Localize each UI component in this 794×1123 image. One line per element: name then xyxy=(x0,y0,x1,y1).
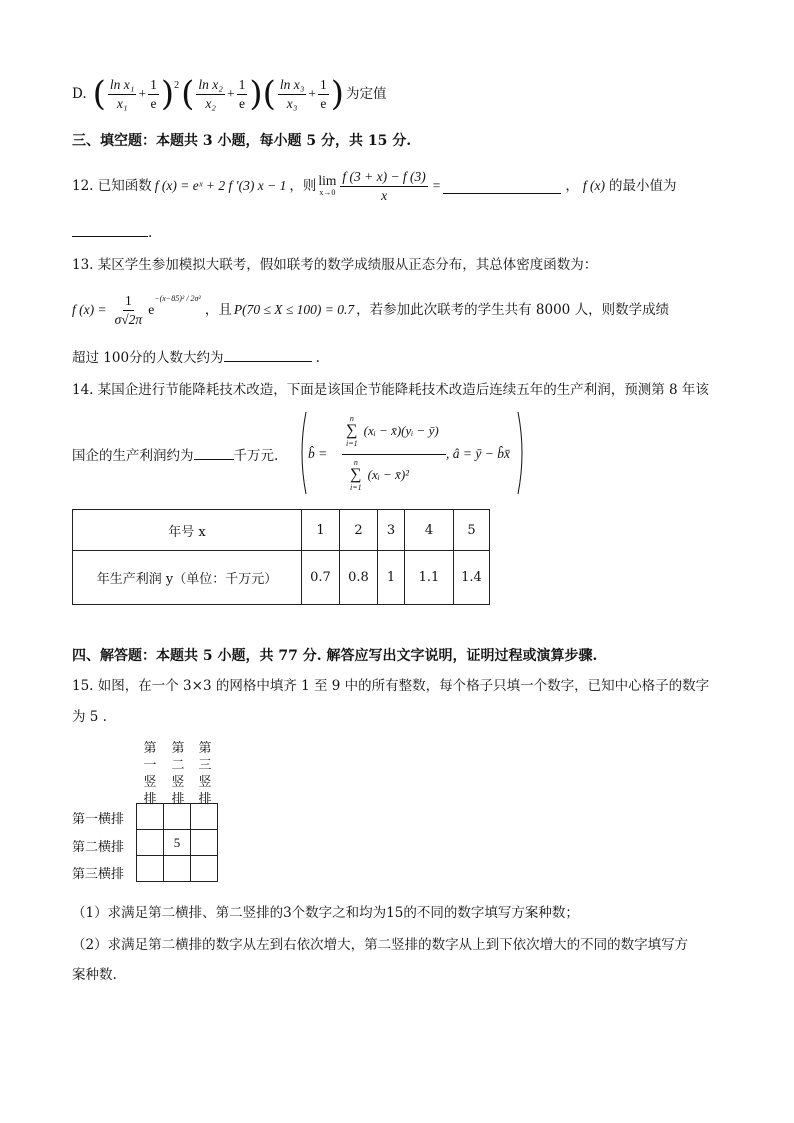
x-value-cell: 2 xyxy=(340,510,378,551)
q12-limit: lim x→0 xyxy=(318,173,337,197)
question-13-line-2: f (x) = $\frac{1}{\sigma√2\pi}$ e −(x−85)² / 2σ² ，且 P(70 ≤ X ≤ 100) = 0.7 ，若参加此次联考的学生共有 8000 人，则数学成绩 xyxy=(72,288,669,332)
denominator-sum: n ∑ i=1 (xᵢ − x̄)² xyxy=(350,458,410,492)
grid-row xyxy=(137,804,218,830)
x-value-cell: 3 xyxy=(378,510,405,551)
q12-answer-blank-2[interactable] xyxy=(72,222,148,237)
q13-density-coefficient: $\frac{1}{\sigma√2\pi}$ xyxy=(114,292,143,327)
table-row xyxy=(73,510,490,551)
section-4-title: 四、解答题：本题共 5 小题，共 77 分. 解答应写出文字说明，证明过程或演算步骤. xyxy=(72,648,598,664)
frac-one-over-e-3: $\frac{1}{e}$ xyxy=(320,76,327,111)
q15-subquestion-1: （1）求满足第二横排、第二竖排的3个数字之和均为15的不同的数字填写方案种数； xyxy=(72,905,579,921)
q14-data-table xyxy=(72,509,490,605)
frac-ln-x1: $\frac{\text{ln x₁}}{\text{x₁}}$ xyxy=(109,76,135,111)
frac-ln-x3: $\frac{\text{ln x₃}}{\text{x₃}}$ xyxy=(279,76,305,111)
table-row xyxy=(73,551,490,605)
square-exponent: 2 xyxy=(174,80,180,91)
q14-answer-blank[interactable] xyxy=(194,445,234,460)
question-14-line-1: 14. 某国企进行节能降耗技术改造，下面是该国企节能降耗技术改造后连续五年的生产利润，预测第 8 年该 xyxy=(72,382,709,398)
frac-ln-x2: $\frac{\text{ln x₂}}{\text{x₂}}$ xyxy=(198,76,223,111)
q15-subquestion-2-line-2: 案种数. xyxy=(72,967,117,983)
q12-answer-blank-1[interactable] xyxy=(443,179,561,194)
a-hat-formula: , â = ȳ − b̂x̄ xyxy=(446,446,510,461)
row-label-3: 第三横排 xyxy=(72,867,125,882)
numerator-sum: n ∑ i=1 (xᵢ − x̄)(yᵢ − ȳ) xyxy=(346,414,439,448)
row-label-cell: 年生产利润 y（单位：千万元） xyxy=(73,551,302,605)
grid-cell[interactable] xyxy=(137,804,164,830)
q13-answer-blank[interactable] xyxy=(224,347,312,362)
grid-cell[interactable] xyxy=(137,856,164,882)
q13-probability: P(70 ≤ X ≤ 100) = 0.7 xyxy=(233,302,355,317)
fraction-bar xyxy=(342,454,446,455)
question-15-line-2: 为 5 . xyxy=(72,709,107,725)
x-value-cell: 1 xyxy=(302,510,340,551)
b-hat-label: b̂ = xyxy=(308,446,328,461)
option-d-tail: 为定值 xyxy=(346,86,387,102)
option-d: D. ( $\frac{\text{ln x₁}}{\text{x₁}}$ + $\frac{1}{e}$ ) 2 ( $\frac{\text{ln x₂}}{\text{x₂}}$ + $\frac{1}{e}$ ) ( $\frac{\text{ln x₃}}{\text{x₃}}$ + $\frac{1}{e}$ ) 为定值 xyxy=(72,74,387,114)
question-15-line-1: 15. 如图，在一个 3×3 的网格中填齐 1 至 9 中的所有整数，每个格子只填一个数字，已知中心格子的数字 xyxy=(72,678,710,694)
header-label-cell: 年号 x xyxy=(73,510,302,551)
q12-second-line: . xyxy=(72,222,152,243)
grid-cell-center: 5 xyxy=(164,830,191,856)
col-label-1: 第一竖排 xyxy=(143,741,157,807)
section-3-title: 三、填空题：本题共 3 小题，每小题 5 分，共 15 分. xyxy=(72,133,412,149)
grid-row xyxy=(137,830,218,856)
col-label-2: 第二竖排 xyxy=(171,741,185,807)
question-13-line-1: 13. 某区学生参加模拟大联考，假如联考的数学成绩服从正态分布，其总体密度函数为： xyxy=(72,257,598,273)
q14-regression-formula xyxy=(298,410,526,496)
y-value-cell: 0.7 xyxy=(302,551,340,605)
q12-function: f (x) = eˣ + 2 f ′(3) x − 1 xyxy=(154,178,287,193)
grid-cell[interactable] xyxy=(164,856,191,882)
row-label-2: 第二横排 xyxy=(72,840,125,855)
x-value-cell: 4 xyxy=(405,510,454,551)
grid-cell[interactable] xyxy=(191,856,218,882)
grid-cell[interactable] xyxy=(137,830,164,856)
option-d-label: D. xyxy=(72,86,87,102)
formula-left-paren xyxy=(298,410,308,496)
grid-cell[interactable] xyxy=(191,804,218,830)
y-value-cell: 0.8 xyxy=(340,551,378,605)
number-grid-3x3 xyxy=(136,803,218,882)
y-value-cell: 1.1 xyxy=(405,551,454,605)
question-12: 12. 已知函数 f (x) = eˣ + 2 f ′(3) x − 1 ，则 lim x→0 $\frac{f (3 + x) - f (3)}{x}$ = ， f (x) 的最小值为 xyxy=(72,168,677,203)
q12-limit-fraction: $\frac{f (3 + x) - f (3)}{x}$ xyxy=(342,168,426,203)
frac-one-over-e-2: $\frac{1}{e}$ xyxy=(238,76,246,111)
frac-one-over-e-1: $\frac{1}{e}$ xyxy=(150,76,157,111)
formula-right-paren xyxy=(516,410,526,496)
y-value-cell: 1 xyxy=(378,551,405,605)
grid-cell[interactable] xyxy=(191,830,218,856)
grid-row xyxy=(137,856,218,882)
question-13-line-3: 超过 100分的人数大约为 . xyxy=(72,347,320,368)
grid-cell[interactable] xyxy=(164,804,191,830)
q15-subquestion-2-line-1: （2）求满足第二横排的数字从左到右依次增大，第二竖排的数字从上到下依次增大的不同的数字填写方 xyxy=(72,937,689,953)
y-value-cell: 1.4 xyxy=(454,551,490,605)
col-label-3: 第三竖排 xyxy=(198,741,212,807)
q13-exponent: −(x−85)² / 2σ² xyxy=(154,294,201,303)
x-value-cell: 5 xyxy=(454,510,490,551)
question-14-line-2: 国企的生产利润约为 千万元. xyxy=(72,445,278,466)
row-label-1: 第一横排 xyxy=(72,812,125,827)
